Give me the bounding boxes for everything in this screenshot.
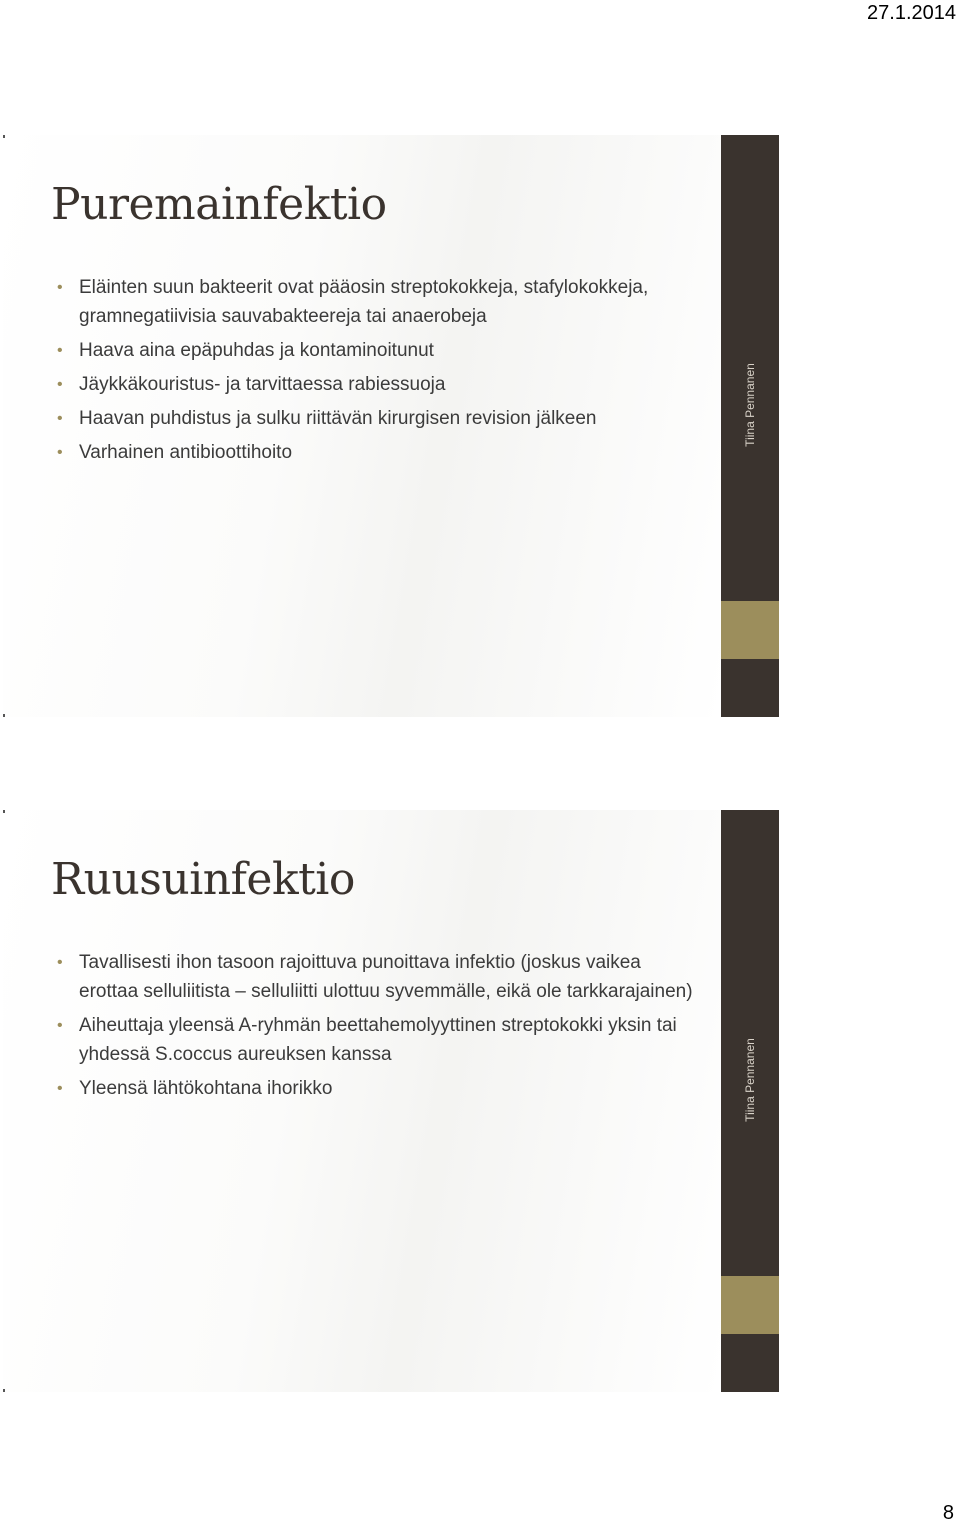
- page-number: 8: [942, 1502, 954, 1524]
- slide-ruusuinfektio: [3, 810, 779, 1392]
- bullet-list: [55, 273, 695, 472]
- slide-corner-mark: [3, 810, 5, 813]
- bullet-list: [55, 948, 695, 1108]
- bullet-item: • Haavan puhdistus ja sulku riittävän kirurgisen revision jälkeen: [55, 404, 695, 433]
- side-band-accent: [721, 1276, 779, 1334]
- side-band-accent: [721, 601, 779, 659]
- slide-title: Puremainfektio: [51, 179, 387, 230]
- bullet-item: • Tavallisesti ihon tasoon rajoittuva punoittava infektio (joskus vaikea erottaa selluliitista – selluliitti ulottuu syvemmälle, eikä ole tarkkarajainen): [55, 948, 695, 1006]
- slide-corner-mark: [3, 1389, 5, 1392]
- bullet-item: • Aiheuttaja yleensä A-ryhmän beettahemolyyttinen streptokokki yksin tai yhdessä S.coccus aureuksen kanssa: [55, 1011, 695, 1069]
- slide-corner-mark: [3, 714, 5, 717]
- bullet-item: • Eläinten suun bakteerit ovat pääosin streptokokkeja, stafylokokkeja, gramnegatiivisia sauvabakteereja tai anaerobeja: [55, 273, 695, 331]
- bullet-item: • Varhainen antibioottihoito: [55, 438, 695, 467]
- bullet-item: • Haava aina epäpuhdas ja kontaminoitunut: [55, 336, 695, 365]
- side-band-author: Tiina Pennanen: [743, 1038, 757, 1122]
- slide-corner-mark: [3, 135, 5, 138]
- slide-title: Ruusuinfektio: [51, 854, 355, 905]
- bullet-item: • Jäykkäkouristus- ja tarvittaessa rabiessuoja: [55, 370, 695, 399]
- slide-puremainfektio: [3, 135, 779, 717]
- page-date: 27.1.2014: [867, 2, 956, 24]
- bullet-item: • Yleensä lähtökohtana ihorikko: [55, 1074, 695, 1103]
- side-band-author: Tiina Pennanen: [743, 363, 757, 447]
